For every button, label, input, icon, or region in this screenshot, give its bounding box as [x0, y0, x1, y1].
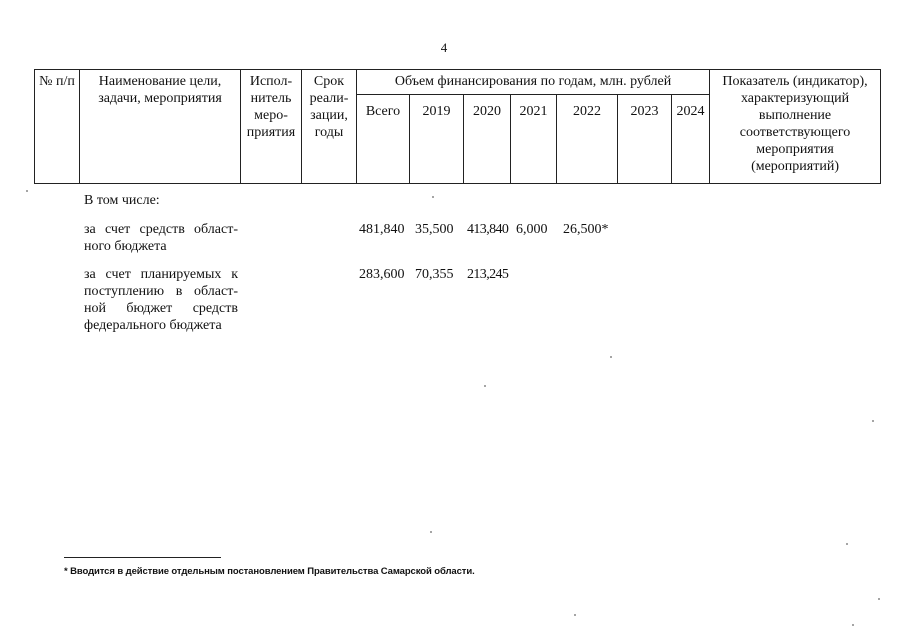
footnote: * Вводится в действие отдельным постановлением Правительства Самарской области.	[64, 566, 475, 577]
header-term: Срок реали-зации, годы	[302, 70, 357, 184]
page-number: 4	[440, 40, 448, 55]
row-label-including: В том числе:	[84, 193, 160, 208]
header-num: № п/п	[35, 70, 80, 184]
header-funding: Объем финансирования по годам, млн. рублей	[357, 70, 710, 95]
scan-speck	[574, 614, 576, 616]
row-federal-2019: 70,355	[415, 267, 454, 282]
scan-speck	[484, 385, 486, 387]
row-regional-total: 481,840	[359, 222, 405, 237]
row-regional-2021: 6,000	[516, 222, 548, 237]
scan-speck	[26, 190, 28, 192]
scan-speck	[430, 531, 432, 533]
scan-speck	[432, 196, 434, 198]
header-total: Всего	[357, 95, 410, 184]
row-regional-2020: 413,840	[467, 222, 509, 237]
header-year-2023: 2023	[618, 95, 672, 184]
header-year-2024: 2024	[672, 95, 710, 184]
footnote-rule	[64, 557, 221, 558]
row-label-regional-budget: за счет средств област-ного бюджета	[84, 222, 238, 254]
row-federal-2020: 213,245	[467, 267, 509, 282]
header-year-2020: 2020	[464, 95, 511, 184]
header-year-2021: 2021	[511, 95, 557, 184]
row-regional-2022: 26,500*	[563, 222, 609, 237]
scan-speck	[872, 420, 874, 422]
header-year-2022: 2022	[557, 95, 618, 184]
row-regional-2019: 35,500	[415, 222, 454, 237]
scan-speck	[610, 356, 612, 358]
row-federal-total: 283,600	[359, 267, 405, 282]
header-indicator: Показатель (индикатор), характеризующий выполнение соответствующего мероприятия (мероприятий)	[710, 70, 881, 184]
scan-speck	[846, 543, 848, 545]
header-year-2019: 2019	[410, 95, 464, 184]
scan-speck	[878, 598, 880, 600]
row-label-federal-budget: за счет планируемых к поступлению в област-ной бюджет средств федерального бюджета	[84, 267, 238, 333]
scan-speck	[852, 624, 854, 626]
header-name: Наименование цели, задачи, мероприятия	[80, 70, 241, 184]
header-executor: Испол-нитель меро-приятия	[241, 70, 302, 184]
